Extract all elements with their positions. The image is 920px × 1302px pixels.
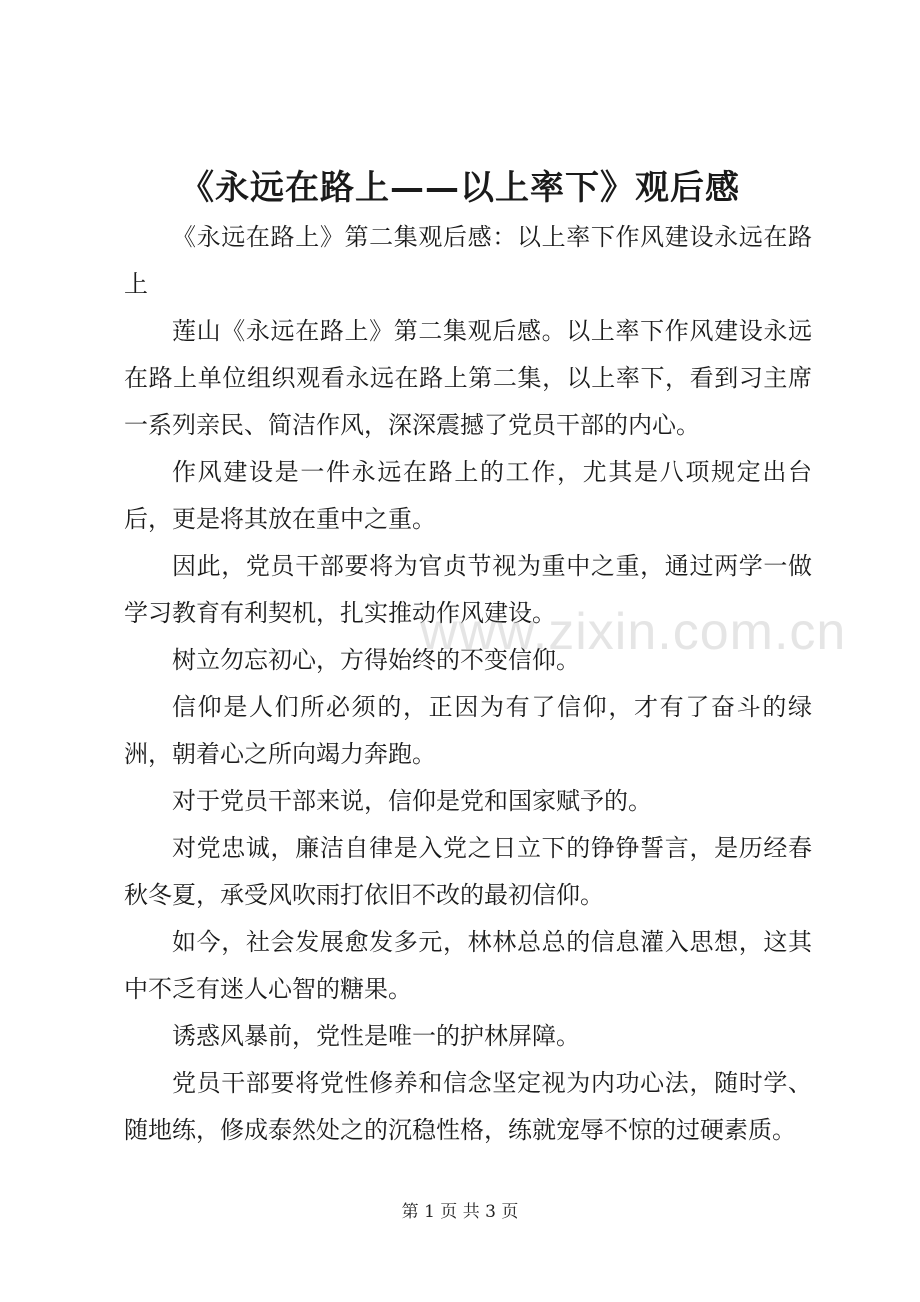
- watermark: www.zixin.com.cn: [420, 603, 847, 661]
- paragraph: 对党忠诚，廉洁自律是入党之日立下的铮铮誓言，是历经春秋冬夏，承受风吹雨打依旧不改的最初信仰。: [124, 834, 812, 909]
- paragraph: 因此，党员干部要将为官贞节视为重中之重，通过两学一做学习教育有利契机，扎实推动作风建设。: [124, 552, 812, 627]
- document-body: [124, 214, 812, 1154]
- paragraph: 对于党员干部来说，信仰是党和国家赋予的。: [172, 787, 652, 815]
- paragraph: 诱惑风暴前，党性是唯一的护林屏障。: [172, 1022, 580, 1050]
- paragraph: 党员干部要将党性修养和信念坚定视为内功心法，随时学、随地练，修成泰然处之的沉稳性格，练就宠辱不惊的过硬素质。: [124, 1069, 812, 1144]
- document-title: 《永远在路上——以上率下》观后感: [180, 168, 740, 208]
- paragraph: 如今，社会发展愈发多元，林林总总的信息灌入思想，这其中不乏有迷人心智的糖果。: [124, 928, 812, 1003]
- paragraph: 信仰是人们所必须的，正因为有了信仰，才有了奋斗的绿洲，朝着心之所向竭力奔跑。: [124, 693, 812, 768]
- paragraph: 作风建设是一件永远在路上的工作，尤其是八项规定出台后，更是将其放在重中之重。: [124, 458, 812, 533]
- page-footer: 第 1 页 共 3 页: [401, 1202, 519, 1222]
- paragraph: 《永远在路上》第二集观后感：以上率下作风建设永远在路上: [124, 223, 812, 298]
- paragraph: 莲山《永远在路上》第二集观后感。以上率下作风建设永远在路上单位组织观看永远在路上第二集，以上率下，看到习主席一系列亲民、简洁作风，深深震撼了党员干部的内心。: [124, 317, 812, 439]
- paragraph: 树立勿忘初心，方得始终的不变信仰。: [172, 646, 580, 674]
